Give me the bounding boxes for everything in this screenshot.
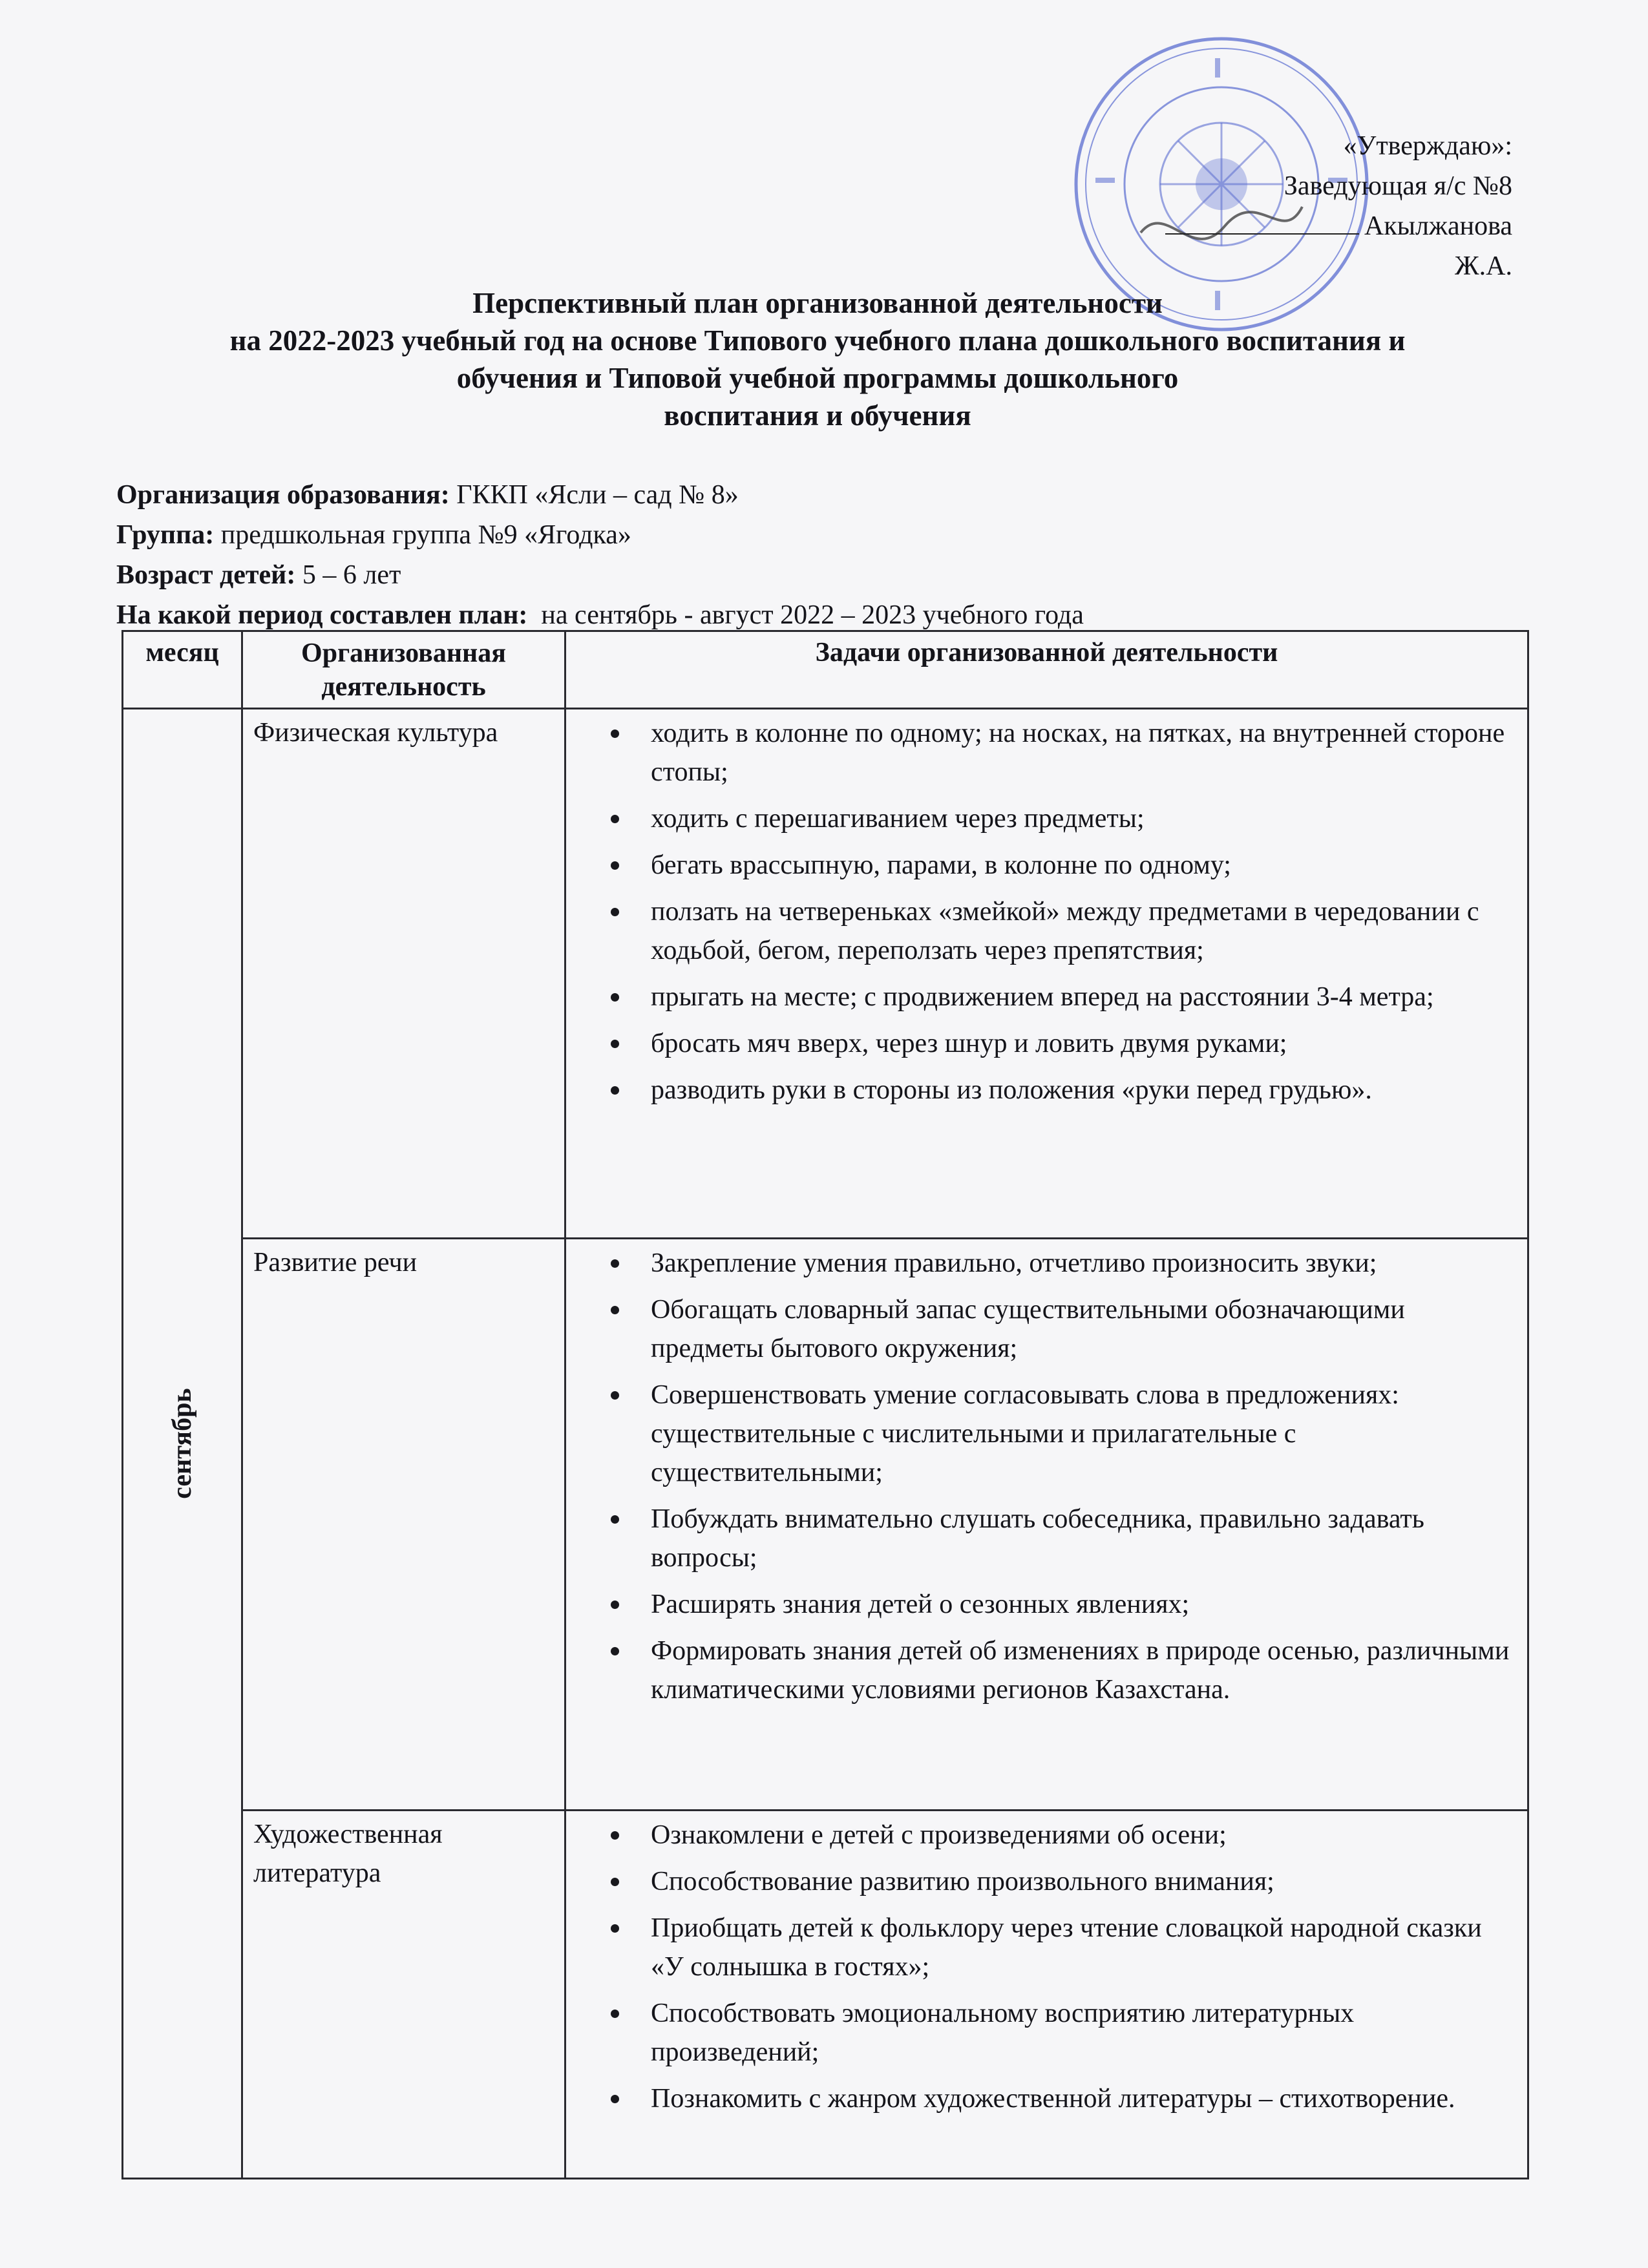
period-value: на сентябрь - август 2022 – 2023 учебного года	[527, 600, 1084, 630]
list-item: Познакомить с жанром художественной литературы – стихотворение.	[567, 2079, 1514, 2118]
approval-signature-line	[1150, 206, 1512, 286]
task-list	[567, 710, 1527, 1121]
month-label: сентябрь	[167, 1388, 197, 1499]
group-value: предшкольная группа №9 «Ягодка»	[214, 520, 631, 550]
age-value: 5 – 6 лет	[295, 560, 401, 590]
title-line-2: на 2022-2023 учебный год на основе Типового учебного плана дошкольного воспитания и	[229, 324, 1406, 357]
list-item: Способствование развитию произвольного внимания;	[567, 1862, 1514, 1901]
plan-table	[121, 630, 1529, 2179]
list-item: Приобщать детей к фольклору через чтение словацкой народной сказки «У солнышка в гостях»;	[567, 1909, 1514, 1986]
list-item: ходить в колонне по одному; на носках, на пятках, на внутренней стороне стопы;	[567, 714, 1514, 792]
period-label: На какой период составлен план:	[116, 600, 528, 630]
activity-cell: Физическая культура	[242, 709, 565, 1239]
age-label: Возраст детей:	[116, 560, 296, 590]
list-item: Совершенствовать умение согласовывать слова в предложениях: существительные с числительными и прилагательные с существительными;	[567, 1376, 1514, 1492]
approval-name: Акылжанова Ж.А.	[1364, 211, 1512, 281]
approval-position: Заведующая я/с №8	[1284, 171, 1512, 201]
activity-cell: Художественная литература	[242, 1811, 565, 2179]
title-line-4: воспитания и обучения	[664, 399, 971, 432]
header-activity: Организованная деятельность	[242, 631, 565, 709]
meta-period	[116, 595, 1474, 635]
list-item: Способствовать эмоциональному восприятию литературных произведений;	[567, 1994, 1514, 2072]
table-row	[123, 1811, 1528, 2179]
title-line-3: обучения и Типовой учебной программы дошкольного	[456, 362, 1179, 394]
list-item: Закрепление умения правильно, отчетливо произносить звуки;	[567, 1244, 1514, 1283]
month-cell	[123, 709, 242, 2179]
list-item: Ознакомлени е детей с произведениями об осени;	[567, 1816, 1514, 1854]
signature-underline	[1165, 233, 1359, 235]
list-item: прыгать на месте; с продвижением вперед на расстоянии 3-4 метра;	[567, 978, 1514, 1016]
activity-cell: Развитие речи	[242, 1239, 565, 1811]
table-row	[123, 1239, 1528, 1811]
header-tasks: Задачи организованной деятельности	[565, 631, 1528, 709]
org-label: Организация образования:	[116, 480, 450, 510]
list-item: Побуждать внимательно слушать собеседника, правильно задавать вопросы;	[567, 1500, 1514, 1577]
list-item: Обогащать словарный запас существительными обозначающими предметы бытового окружения;	[567, 1290, 1514, 1368]
list-item: ползать на четвереньках «змейкой» между предметами в чередовании с ходьбой, бегом, переползать через препятствия;	[567, 892, 1514, 970]
tasks-cell	[565, 1811, 1528, 2179]
approval-heading: «Утверждаю»:	[1343, 131, 1512, 161]
approval-block	[1150, 126, 1512, 286]
document-title	[142, 284, 1493, 434]
task-list	[567, 1812, 1527, 2130]
list-item: разводить руки в стороны из положения «руки перед грудью».	[567, 1071, 1514, 1109]
tasks-cell	[565, 1239, 1528, 1811]
task-list	[567, 1240, 1527, 1721]
header-month: месяц	[123, 631, 242, 709]
document-meta	[116, 475, 1474, 635]
meta-group	[116, 515, 1474, 555]
tasks-cell	[565, 709, 1528, 1239]
list-item: Расширять знания детей о сезонных явлениях;	[567, 1585, 1514, 1624]
meta-age	[116, 555, 1474, 595]
list-item: бегать врассыпную, парами, в колонне по одному;	[567, 846, 1514, 885]
list-item: бросать мяч вверх, через шнур и ловить двумя руками;	[567, 1024, 1514, 1063]
org-value: ГККП «Ясли – сад № 8»	[449, 480, 739, 510]
table-row	[123, 709, 1528, 1239]
meta-organization	[116, 475, 1474, 515]
group-label: Группа:	[116, 520, 215, 550]
title-line-1: Перспективный план организованной деятельности	[472, 287, 1163, 319]
table-header-row	[123, 631, 1528, 709]
list-item: ходить с перешагиванием через предметы;	[567, 799, 1514, 838]
list-item: Формировать знания детей об изменениях в природе осенью, различными климатическими условиями регионов Казахстана.	[567, 1632, 1514, 1709]
